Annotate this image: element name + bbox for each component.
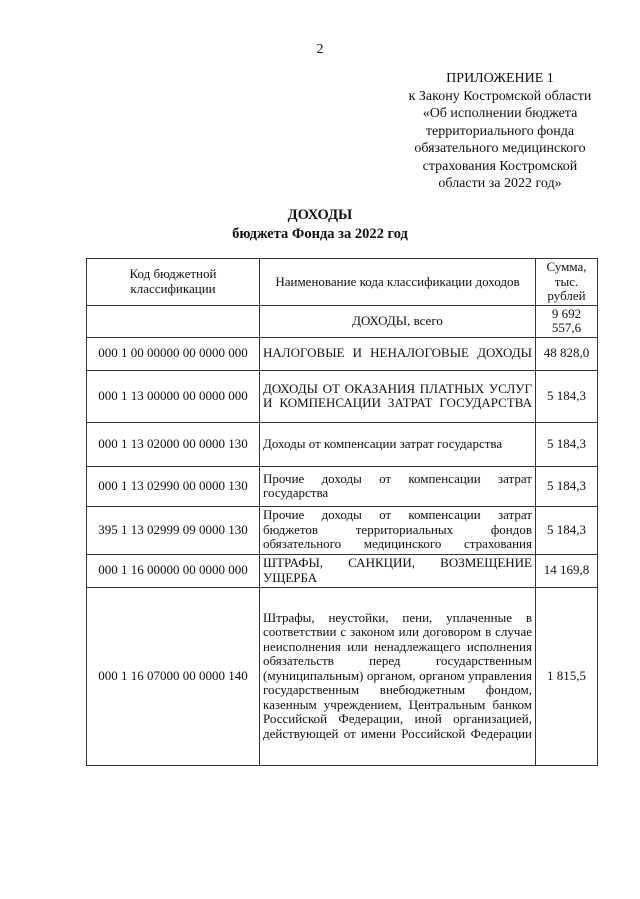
appendix-header — [370, 70, 630, 193]
table-header-row — [87, 259, 598, 306]
title-line-2: бюджета Фонда за 2022 год — [232, 226, 408, 242]
appendix-line: области за 2022 год» — [438, 176, 562, 191]
table-cell-name: Прочие доходы от компенсации затрат бюджетов территориальных фондов обязательного медицинского страхования — [260, 506, 536, 554]
table-cell-sum: 9 692 557,6 — [536, 305, 598, 337]
table-row-total — [87, 305, 598, 337]
table-cell-name: НАЛОГОВЫЕ И НЕНАЛОГОВЫЕ ДОХОДЫ — [260, 337, 536, 370]
table-row — [87, 506, 598, 554]
header-code: Код бюджетной классификации — [87, 259, 260, 306]
header-name: Наименование кода классификации доходов — [260, 259, 536, 306]
table-cell-name: ШТРАФЫ, САНКЦИИ, ВОЗМЕЩЕНИЕ УЩЕРБА — [260, 554, 536, 587]
appendix-line: ПРИЛОЖЕНИЕ 1 — [446, 71, 554, 86]
title-line-1: ДОХОДЫ — [287, 207, 353, 223]
table-cell-sum: 5 184,3 — [536, 370, 598, 422]
table-cell-code: 000 1 16 00000 00 0000 000 — [87, 554, 260, 587]
table-row — [87, 466, 598, 506]
appendix-line: обязательного медицинского — [414, 141, 586, 156]
table-cell-sum: 1 815,5 — [536, 587, 598, 765]
table-row — [87, 337, 598, 370]
appendix-line: «Об исполнении бюджета — [422, 106, 578, 121]
table-cell-code: 000 1 13 02000 00 0000 130 — [87, 422, 260, 466]
header-sum: Сумма, тыс. рублей — [536, 259, 598, 306]
table-cell-code — [87, 305, 260, 337]
page-number: 2 — [316, 42, 324, 57]
table-cell-code: 000 1 00 00000 00 0000 000 — [87, 337, 260, 370]
table-cell-sum: 48 828,0 — [536, 337, 598, 370]
document-title — [0, 206, 640, 244]
table-cell-sum: 5 184,3 — [536, 506, 598, 554]
table-cell-name: ДОХОДЫ, всего — [260, 305, 536, 337]
table-cell-code: 000 1 16 07000 00 0000 140 — [87, 587, 260, 765]
appendix-line: к Закону Костромской области — [408, 88, 592, 104]
table-cell-code: 000 1 13 00000 00 0000 000 — [87, 370, 260, 422]
table-cell-name: ДОХОДЫ ОТ ОКАЗАНИЯ ПЛАТНЫХ УСЛУГ И КОМПЕНСАЦИИ ЗАТРАТ ГОСУДАРСТВА — [260, 370, 536, 422]
appendix-line: страхования Костромской — [422, 158, 578, 174]
table-cell-name: Доходы от компенсации затрат государства — [260, 422, 536, 466]
table-cell-sum: 14 169,8 — [536, 554, 598, 587]
table-cell-code: 395 1 13 02999 09 0000 130 — [87, 506, 260, 554]
table-cell-name: Прочие доходы от компенсации затрат государства — [260, 466, 536, 506]
income-table — [86, 258, 598, 766]
appendix-line: территориального фонда — [425, 123, 575, 139]
table-row — [87, 422, 598, 466]
table-cell-name: Штрафы, неустойки, пени, уплаченные в соответствии с законом или договором в случае неисполнения или ненадлежащего исполнения обязательств перед государственным (муниципальным) органом, органом управления государственным внебюджетным фондом, казенным учреждением, Центральным банком Российской Федерации, иной организацией, действующей от имени Российской Федерации — [260, 587, 536, 765]
table-row — [87, 554, 598, 587]
table-row — [87, 587, 598, 765]
table-row — [87, 370, 598, 422]
table-cell-sum: 5 184,3 — [536, 422, 598, 466]
table-cell-sum: 5 184,3 — [536, 466, 598, 506]
table-cell-code: 000 1 13 02990 00 0000 130 — [87, 466, 260, 506]
